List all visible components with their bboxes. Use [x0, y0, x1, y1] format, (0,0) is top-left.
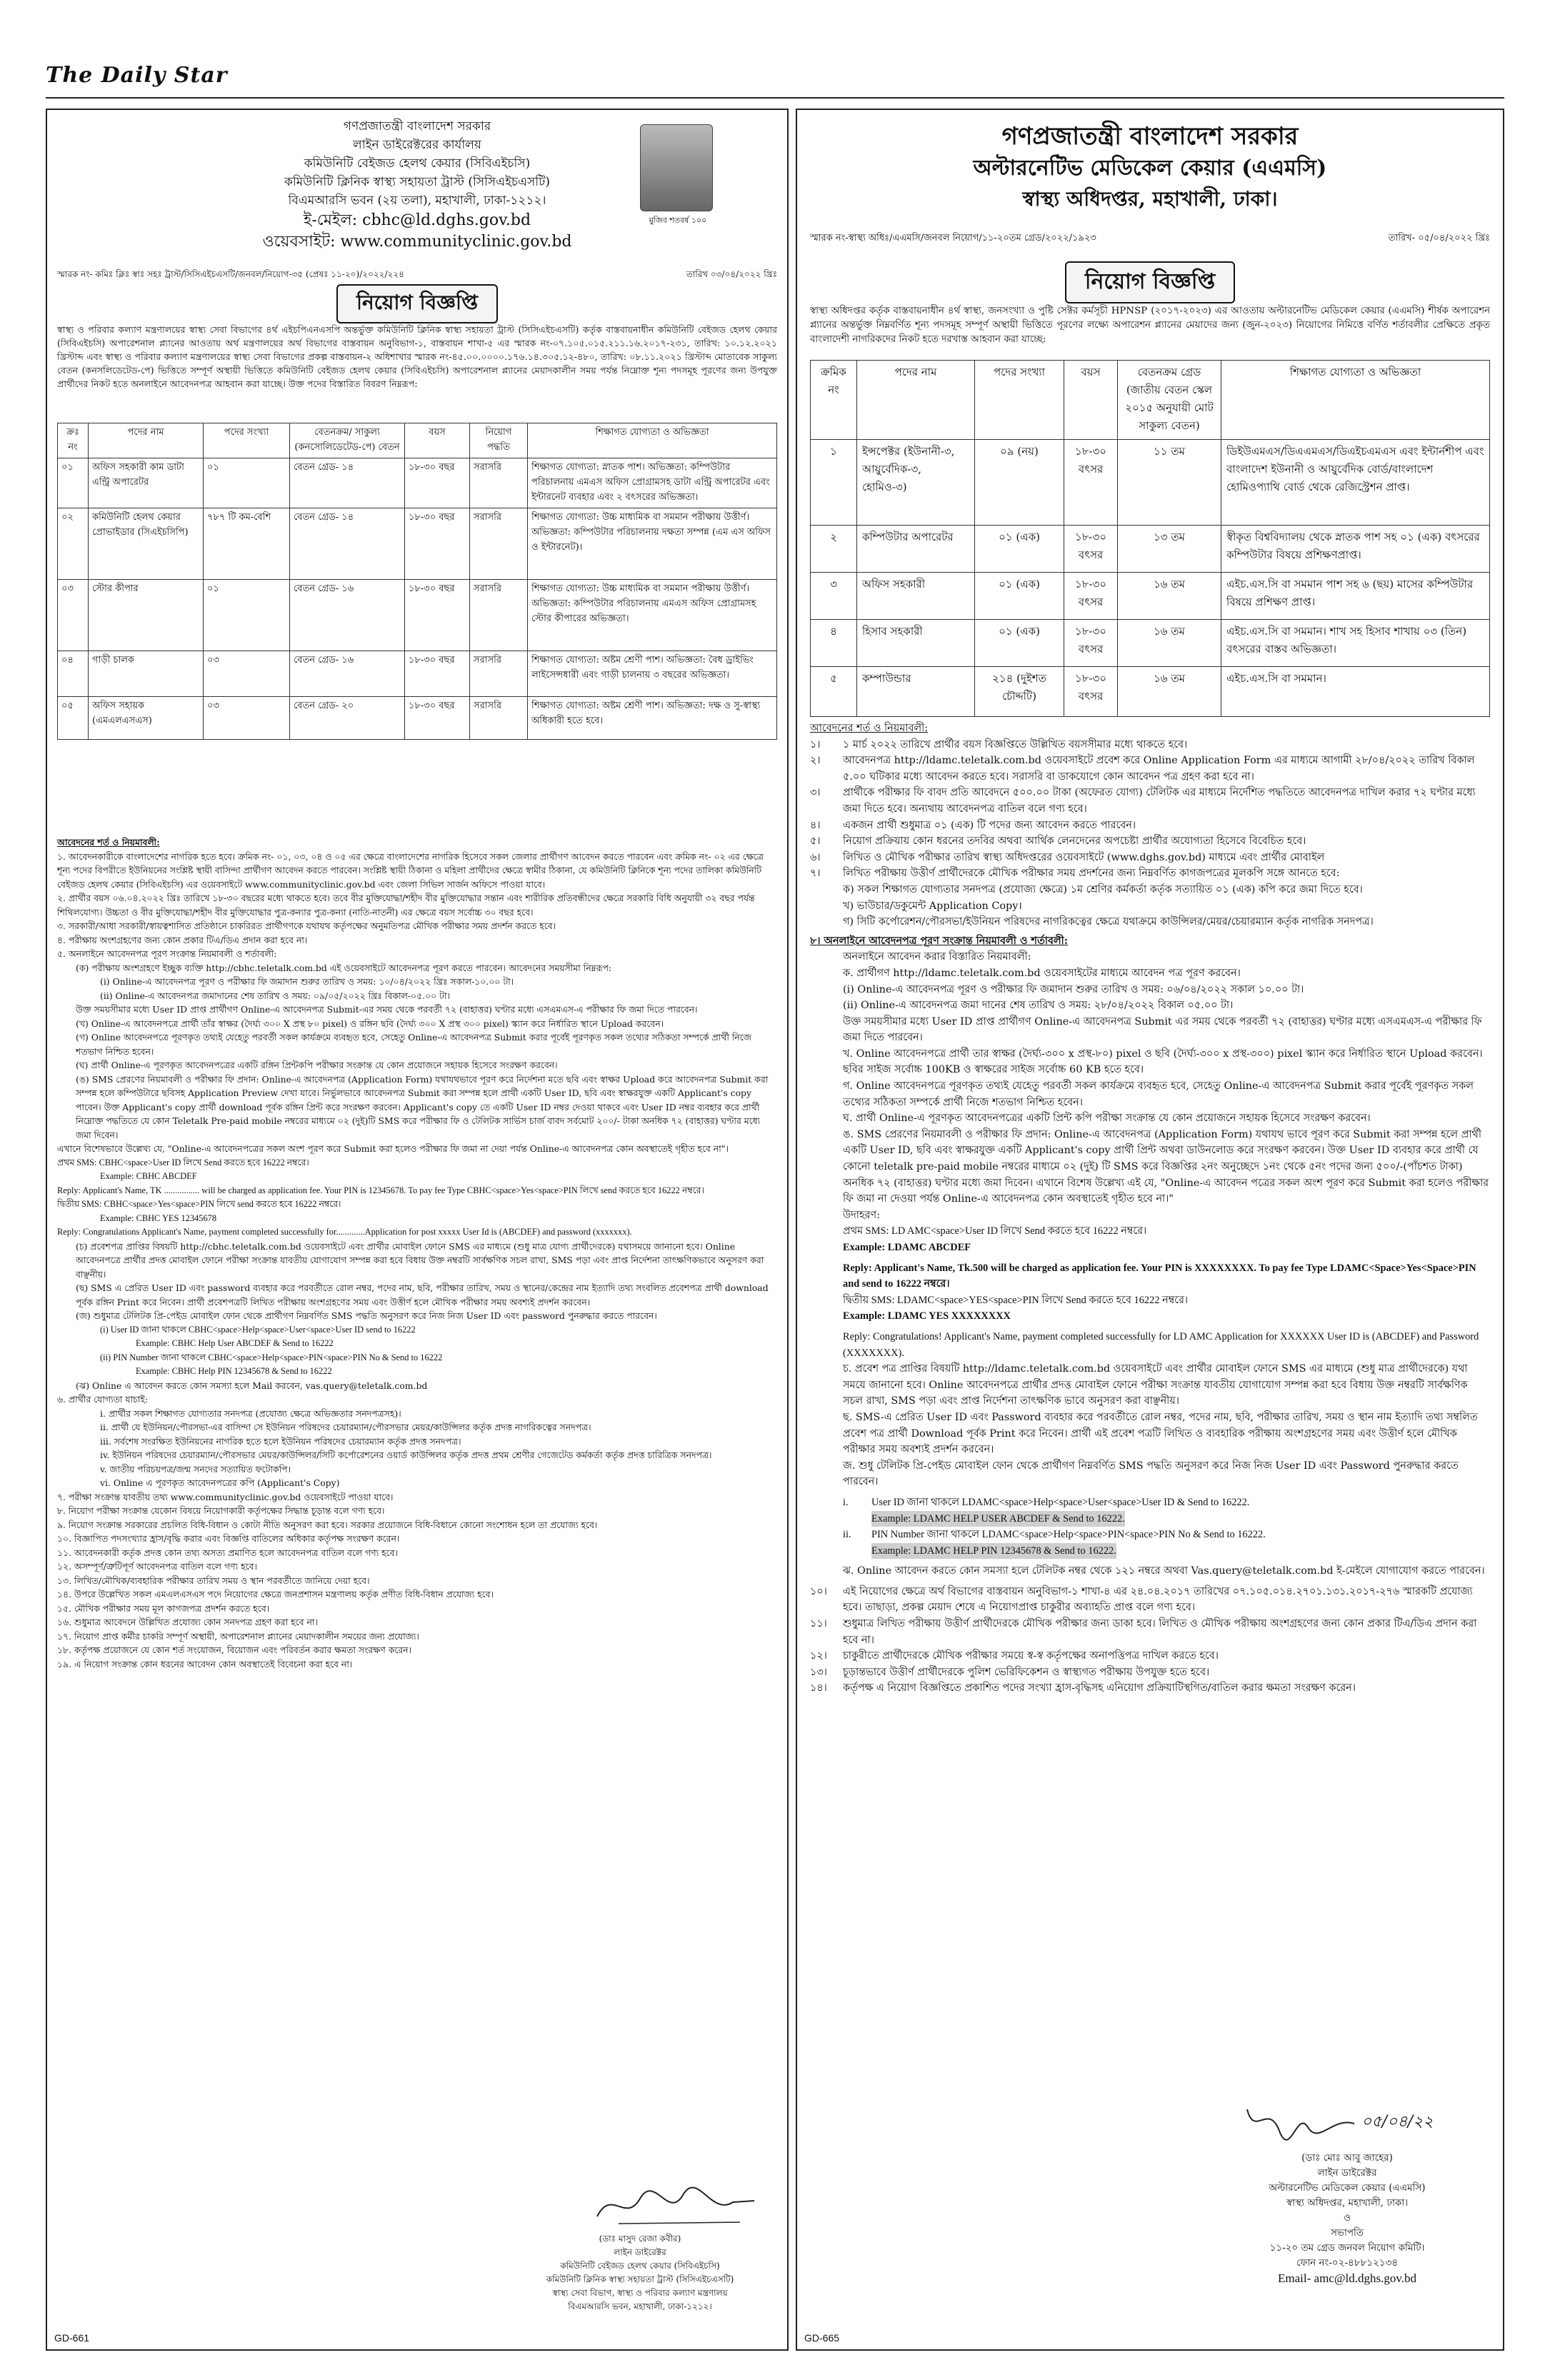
table-row — [811, 573, 1490, 620]
table-cell: বেতন গ্রেড- ১৪ — [290, 458, 405, 508]
table-cell: ০৩ — [204, 697, 290, 740]
table-cell: বেতন গ্রেড- ১৬ — [290, 580, 405, 651]
table-cell: ০৫ — [58, 697, 89, 740]
table-row — [58, 580, 777, 651]
condition-item: ৩. সরকারী/আধা সরকারী/স্বায়ত্বশাসিত প্রতিষ্ঠানে চাকরিরত প্রার্থীগণকে যথাযথ কর্তৃপক্ষের অনুমতিপত্র মৌখিক পরীক্ষার সময় প্রদর্শন করতে হবে। — [57, 920, 556, 931]
online-item: এখানে বিশেষভাবে উল্লেখ্য যে, "Online-এ আবেদনপত্রের সকল অংশ পূরণ করে Submit করা হলেও পরীক্ষার ফি জমা না দেয়া পর্যন্ত Online-এ আবেদনপত্র কোন অবস্থাতেই গৃহীত হবে না"। — [57, 1143, 729, 1154]
left-notice-title: নিয়োগ বিজ্ঞপ্তি — [336, 284, 498, 323]
recovery-example: Example: CBHC Help PIN 12345678 & Send to 16222 — [136, 1366, 332, 1376]
recovery-item: (ii) PIN Number জানা থাকলে CBHC<space>Help<space>PIN<space>PIN No & Send to 16222 — [100, 1352, 443, 1362]
table-cell: শিক্ষাগত যোগ্যতা: অষ্টম শ্রেণী পাশ। অভিজ্ঞতা: বৈধ ড্রাইভিং লাইসেন্সধারী এবং গাড়ী চালনায় ৩ বছরের অভিজ্ঞতা। — [528, 651, 777, 697]
left-gd-code: GD-661 — [54, 2332, 90, 2344]
condition-number: ৩। — [810, 787, 821, 799]
recovery-item: (i) User ID জানা থাকলে CBHC<space>Help<space>User<space>User ID send to 16222 — [100, 1324, 416, 1335]
left-header-line: কমিউনিটি ক্লিনিক স্বাস্থ্য সহায়তা ট্রাস্ট (সিসিএইচএসটি) — [284, 175, 551, 189]
left-header-website: ওয়েবসাইট: www.communityclinic.gov.bd — [262, 233, 572, 251]
condition-text: নিয়োগ প্রক্রিয়ায় কোন ধরনের তদবির অথবা আর্থিক লেনদেনের অপচেষ্টা প্রার্থীর অযোগ্যতা হিসেবে বিবেচিত হবে। — [843, 835, 1306, 848]
condition-number: ১৩। — [810, 1666, 827, 1678]
table-row — [58, 458, 777, 508]
online-item: উদাহরণ: — [843, 1209, 880, 1221]
online-heading: ৮। অনলাইনে আবেদনপত্র পূরণ সংক্রান্ত নিয়মাবলী ও শর্তাবলী: — [810, 934, 1069, 947]
table-cell: ইন্সপেক্টর (ইউনানী-৩, আয়ুর্বেদিক-৩, হোমিও-৩) — [857, 440, 975, 526]
left-header-email: ই-মেইল: cbhc@ld.dghs.gov.bd — [303, 211, 531, 229]
left-advertisement — [46, 109, 789, 2351]
table-cell: ১৩ তম — [1118, 526, 1221, 573]
sms-example: Example: LDAMC ABCDEF — [843, 1242, 971, 1253]
table-cell: কম্পিউটার অপারেটর — [857, 526, 975, 573]
table-cell: ০৪ — [58, 651, 89, 697]
condition-text: কর্তৃপক্ষ এ নিয়োগ বিজ্ঞপ্তিতে প্রকাশিত পদের সংখ্যা হ্রাস-বৃদ্ধিসহ এনিয়োগ প্রক্রিয়াটিস্থগিত/বাতিল করার ক্ষমতা সংরক্ষণ করেন। — [843, 1682, 1356, 1694]
sms-example: Example: CBHC YES 12345678 — [100, 1212, 217, 1223]
condition-row — [810, 1584, 1490, 1616]
table-cell: সরাসরি — [470, 697, 528, 740]
condition-number: ১২। — [810, 1650, 827, 1662]
table-cell: ১১ তম — [1118, 440, 1221, 526]
online-item: (ছ) SMS এ প্রেরিত User ID এবং password ব্যবহার করে পরবর্তীতে রোল নম্বর, পদের নাম, ছবি, পরীক্ষার তারিখ, সময় ও স্থানের/কেন্দ্রের নাম ইত্যাদি তথ্য সংবলিত প্রবেশপত্র প্রার্থী download পূর্বক রঙ্গিন Print করে নিবেন। প্রার্থী প্রবেশপত্রটি লিখিত পরীক্ষায় অংশগ্রহণের সময় এবং উত্তীর্ণ হলে মৌখিক পরীক্ষার সময় অবশ্যই প্রদর্শন করবেন। — [76, 1282, 769, 1307]
online-item: ক. প্রার্থীগণ http://ldamc.teletalk.com.bd ওয়েবসাইটের মাধ্যমে আবেদন পত্র পূরণ করবেন। — [843, 967, 1241, 979]
recovery-row — [810, 1511, 1490, 1527]
signature-line: স্বাস্থ্য সেবা বিভাগ, স্বাস্থ্য ও পরিবার কল্যাণ মন্ত্রণালয় — [552, 2288, 728, 2298]
table-cell: স্টোর কীপার — [89, 580, 204, 651]
recovery-row — [810, 1495, 1490, 1511]
condition-row — [810, 850, 1490, 866]
recovery-number: i. — [843, 1496, 849, 1508]
online-item: চ. প্রবেশ পত্র প্রাপ্তির বিষয়টি http://ldamc.teletalk.com.bd ওয়েবসাইটে এবং প্রার্থীর মোবাইল ফোনে SMS এর মাধ্যমে (শুধু মাত্র প্রার্থীদেরকে) যথা সময়ে জানানো হবে। Online আবেদনপত্রে প্রার্থীর প্রদত্ত মোবাইল ফোনে পরীক্ষা সংক্রান্ত যাবতীয় যোগাযোগ সম্পন্ন করা হবে বিধায় উক্ত নম্বরটি সার্বক্ষণিক সচল রাখা, SMS পড়া এবং প্রাপ্ত নির্দেশনা তাৎক্ষণিক ভাবে অনুসরণ করা বাঞ্ছনীয়। — [843, 1363, 1468, 1407]
left-header-line: লাইন ডাইরেক্টরের কার্যালয় — [353, 138, 481, 152]
online-item: (i) Online-এ আবেদনপত্র পূরণ ও পরীক্ষার ফি জমাদান শুরুর তারিখ ও সময়: ০৬/০৪/২০২২ সকাল ১০.০০ টা। — [843, 983, 1304, 995]
recovery-example: Example: CBHC Help User ABCDEF & Send to 16222 — [136, 1338, 334, 1348]
signature-line: কমিউনিটি ক্লিনিক স্বাস্থ্য সহায়তা ট্রাস্ট (সিসিএইচএসটি) — [546, 2274, 734, 2284]
table-cell: এইচ.এস.সি বা সমমান পাশ সহ ৬ (ছয়) মাসের কম্পিউটার বিষয়ে প্রশিক্ষণ প্রাপ্ত। — [1221, 573, 1490, 620]
sms-instruction: দ্বিতীয় SMS: LDAMC<space>YES<space>PIN লিখে Send করতে হবে 16222 নম্বরে। — [843, 1294, 1189, 1306]
right-intro: স্বাস্থ্য অধিদপ্তর কর্তৃক বাস্তবায়নাধীন ৪র্থ স্বাস্থ্য, জনসংখ্যা ও পুষ্টি সেক্টর কর্মসূচী HPNSP (২০১৭-২০২৩) এর আওতায় অল্টারনেটিভ মেডিকেল কেয়ার (এএমসি) শীর্ষক অপারেশন প্ল্যানের অন্তর্ভুক্ত নিম্নবর্ণিত শূন্য পদসমূহ সম্পূর্ণ অস্থায়ী ভিত্তিতে পূরণের লক্ষ্যে অপারেশন প্ল্যানের মেয়াদের জন্য (জুন-২০২৩) নিয়োগের নিমিত্তে বর্ণিত শর্তাবলীর প্রেক্ষিতে প্রকৃত বাংলাদেশী নাগরিকদের নিকট হতে দরখাস্ত আহবান করা যাচ্ছে: — [810, 306, 1490, 345]
sms-example: Example: LDAMC YES XXXXXXXX — [843, 1310, 1011, 1322]
table-row — [811, 440, 1490, 526]
signature-line: ও — [1344, 2212, 1351, 2224]
condition-item: ৪. পরীক্ষায় অংশগ্রহণের জন্য কোন প্রকার টিএ/ডিএ প্রদান করা হবে না। — [57, 934, 308, 945]
table-cell: ৩ — [811, 573, 857, 620]
table-cell: ২ — [811, 526, 857, 573]
table-cell: ১৮-৩০ বছর — [405, 458, 470, 508]
table-cell: ১ — [811, 440, 857, 526]
table-cell: ০৩ — [58, 580, 89, 651]
table-cell: ১৮-৩০ বৎসর — [1064, 620, 1118, 667]
table-header-cell: পদের সংখ্যা — [204, 423, 290, 458]
recovery-row — [810, 1543, 1490, 1560]
sms-reply: Reply: Congratulations! Applicant's Name, payment completed successfully for LD AMC Application for XXXXXX User ID is (ABCDEF) and Password (XXXXXXX). — [843, 1330, 1479, 1359]
sms-instruction: দ্বিতীয় SMS: CBHC<space>Yes<space>PIN লিখে send করতে হবে 16222 নম্বরে। — [57, 1199, 341, 1209]
table-cell: ০১ — [204, 458, 290, 508]
condition-item: ১০. বিজ্ঞাপিত পদসংখ্যার হ্রাস/বৃদ্ধি করার এবং বিজ্ঞপ্তি বাতিলের অধিকার কর্তৃপক্ষ সংরক্ষণ করেন। — [57, 1533, 400, 1544]
left-vacancy-table — [57, 423, 777, 740]
right-conditions-heading: আবেদনের শর্ত ও নিয়মাবলী: — [810, 723, 929, 734]
signature-line: লাইন ডাইরেক্টর — [1317, 2167, 1377, 2179]
condition-row — [810, 1680, 1490, 1697]
online-item: (খ) Online-এ আবেদনপত্রে প্রার্থী তাঁর স্বাক্ষর (দৈর্ঘ্য ৩০০ X প্রস্থ ৮০ pixel) ও রঙ্গিন ছবি (দৈর্ঘ্য ৩০০ X প্রস্থ ৩০০ pixel) স্ক্যান করে নির্ধারিত স্থানে Upload করবেন। — [76, 1018, 664, 1029]
condition-text: আবেদনপত্র http://ldamc.teletalk.com.bd ওয়েবসাইটে প্রবেশ করে Online Application Form এর মাধ্যমে আগামী ২৮/০৪/২০২২ তারিখ বিকাল ৫.০০ ঘটিকার মধ্যে আবেদন করতে হবে। সরাসরি বা ডাকযোগে কোন আবেদন পত্র গ্রহণ করা হবে না। — [843, 755, 1475, 783]
online-item: (ii) Online-এ আবেদনপত্র জমাদানের শেষ তারিখ ও সময়: ০৯/০৫/২০২২ খ্রিঃ বিকাল-০৫.০০ টা। — [100, 990, 450, 1001]
sms-instruction: প্রথম SMS: CBHC<space>User ID লিখে Send করতে হবে 16222 নম্বরে। — [57, 1157, 309, 1168]
condition-row — [810, 1665, 1490, 1681]
table-cell: ০১ (এক) — [975, 573, 1064, 620]
condition-text: লিখিত পরীক্ষায় উত্তীর্ণ প্রার্থীদেরকে মৌখিক পরীক্ষার সময় প্রদর্শনের জন্য নিম্নবর্ণিত কাগজপত্রের মূলকপি সঙ্গে আনতে হবে: — [843, 868, 1340, 880]
condition-number: ১০। — [810, 1585, 827, 1597]
sms-reply: Reply: Applicant's Name, Tk.500 will be charged as application fee. Your PIN is XXXXXXXX. To pay fee Type LDAMC<Space>Yes<Space>PIN and send to 16222 নম্বরে। — [843, 1262, 1476, 1290]
online-item: (ঝ) Online এ আবেদন করতে কোন সমস্যা হলে Mail করবেন, vas.query@teletalk.com.bd — [76, 1380, 428, 1391]
condition-text: চাকুরীতে প্রার্থীদেরকে মৌখিক পরীক্ষার সময়ে স্ব-স্ব কর্তৃপক্ষের অনাপত্তিপত্র দাখিল করতে হবে। — [843, 1650, 1219, 1662]
right-notice-title: নিয়োগ বিজ্ঞপ্তি — [1065, 261, 1235, 303]
recovery-example: Example: LDAMC HELP USER ABCDEF & Send to 16222. — [871, 1511, 1125, 1527]
condition-item: ৬. প্রার্থীর যোগ্যতা যাচাই: — [57, 1394, 149, 1405]
table-cell: অফিস সহকারী — [857, 573, 975, 620]
document-item: ক) সকল শিক্ষাগত যোগ্যতার সনদপত্র (প্রযোজ্য ক্ষেত্রে) ১ম শ্রেণির কর্মকর্তা কর্তৃক সত্যায়িত ০১ (এক) কপি করে জমা দিতে হবে। — [843, 883, 1363, 895]
table-cell: ১৬ তম — [1118, 620, 1221, 667]
table-cell: ৭৮৭ টি কম-বেশি — [204, 508, 290, 580]
table-header-cell: ক্রঃ নং — [58, 423, 89, 458]
condition-text: ১ মার্চ ২০২২ তারিখে প্রার্থীর বয়স বিজ্ঞপ্তিতে উল্লিখিত বয়সসীমার মধ্যে থাকতে হবে। — [843, 738, 1188, 750]
condition-item: ২. প্রার্থীর বয়স ০৬.০৪.২০২২ খ্রিঃ তারিখে ১৮-৩০ বছরের মধ্যে থাকতে হবে। তবে বীর মুক্তিযোদ্ধা/শহীদ বীর মুক্তিযোদ্ধার সন্তান এবং শারীরিক প্রতিবন্ধীদের ক্ষেত্রে সরকারি বিধি অনুযায়ী ৩২ বছর পর্যন্ত শিথিলযোগ্য। উচ্চতা ও বীর মুক্তিযোদ্ধা/শহীদ বীর মুক্তিযোদ্ধার পুত্র-কন্যার পুত্র-কন্যা (নাতি-নাতনী) এর ক্ষেত্রে বয়স সর্বোচ্চ ৩০ বছর হবে। — [57, 893, 755, 918]
table-row — [58, 697, 777, 740]
sms-reply: Reply: Congratulations Applicant's Name, payment completed successfully for.............Application for post xxxxx User Id is (ABCDEF) and password (xxxxxxx). — [57, 1227, 632, 1237]
signature-line: স্বাস্থ্য অধিদপ্তর, মহাখালী, ঢাকা। — [1286, 2197, 1409, 2209]
table-cell: গাড়ী চালক — [89, 651, 204, 697]
table-cell: অফিস সহায়ক (এমএলএসএস) — [89, 697, 204, 740]
condition-number: ৪। — [810, 819, 821, 831]
table-header-cell: বেতনক্রম/ সাকুল্য (কনসোলিডেটেড-পে) বেতন — [290, 423, 405, 458]
table-cell: সরাসরি — [470, 580, 528, 651]
right-title-wrap — [797, 261, 1503, 303]
signature-line: (ডাঃ মোঃ আবু জাহের) — [1301, 2152, 1393, 2164]
left-intro: স্বাস্থ্য ও পরিবার কল্যাণ মন্ত্রণালয়ের স্বাস্থ্য সেবা বিভাগের ৪র্থ এইচপিএনএসপি অন্তর্ভুক্ত কমিউনিটি ক্লিনিক স্বাস্থ্য সহায়তা ট্রাস্ট (সিসিএইচএসটি) কর্তৃক বাস্তবায়নাধীন কমিউনিটি বেইজড হেলথ কেয়ার (সিবিএইচসি) অপারেশনাল প্ল্যানের আওতায় অর্থ মন্ত্রণালয়ের অর্থ বিভাগের বাস্তবায়ন অনুবিভাগ-১, বাস্তবায়ন শাখা-৫ এর স্মারক নং-০৭.১০৫.০১৫.২১১.১৬.২০১৭-২৩১, তারিখ: ১০.১২.২০২১ খ্রিস্টাব্দ এবং স্বাস্থ্য ও পরিবার কল্যাণ মন্ত্রণালয়ের স্বাস্থ্য সেবা বিভাগের প্রকল্প বাস্তবায়ন-২ অধিশাখার স্মারক নং-৪৫.০০.০০০০.১৭৬.১৪.৩০৫.১২-৪৮০, তারিখ: ০৮.১১.২০২১ খ্রিস্টাব্দ মোতাবেক সাকুল্য বেতন (কনসলিডেটেড-পে) ভিত্তিতে সম্পূর্ণ অস্থায়ী ভিত্তিতে কমিউনিটি বেইজড হেলথ কেয়ার (সিবিএইচসি) অপারেশনাল প্ল্যানের মেয়াদকালীন সময় পর্যন্ত নিম্নোক্ত শূন্য পদসমূহ পূরণের জন্য উপযুক্ত প্রার্থীদের নিকট হতে অনলাইনে আবেদনপত্র আহবান করা যাচ্ছে। উক্ত পদের বিস্তারিত বিবরণ নিম্নরূপ: — [57, 324, 777, 389]
left-ref-date: তারিখ ০৩/০৪/২০২২ খ্রিঃ — [686, 269, 777, 279]
table-header-cell: ক্রমিক নং — [811, 361, 857, 440]
condition-item: ১১. আবেদনকারী কর্তৃক প্রদত্ত কোন তথ্য অসত্য প্রমাণিত হলে আবেদনপত্র বাতিল বলে গণ্য হবে। — [57, 1547, 398, 1558]
online-item: (জ) শুধুমাত্র টেলিটক প্রি-পেইড মোবাইল ফোন থেকে প্রার্থীগণ নিম্নবর্ণিত SMS পদ্ধতি অনুসরণ করে নিজ নিজ User ID এবং password পুনরুদ্ধার করতে পারবেন। — [76, 1310, 657, 1321]
online-item: ঘ. প্রার্থী Online-এ পূরণকৃত আবেদনপত্রের একটি প্রিন্ট কপি পরীক্ষা সংক্রান্ত যে কোন প্রয়োজনে সহায়ক হিসেবে সংরক্ষণ করবেন। — [843, 1113, 1371, 1125]
table-header-cell: শিক্ষাগত যোগ্যতা ও অভিজ্ঞতা — [1221, 361, 1490, 440]
table-cell: কম্পাউন্ডার — [857, 667, 975, 717]
condition-item: ১৪. উপরে উল্লেখিত সকল এমএলএসএস পদে নিয়োগের ক্ষেত্রে জনপ্রশাসন মন্ত্রণালয় কর্তৃক প্রণীত বিধি-বিধান প্রযোজ্য হবে। — [57, 1589, 494, 1600]
table-cell: ৫ — [811, 667, 857, 717]
table-cell: সরাসরি — [470, 651, 528, 697]
condition-row — [810, 1616, 1490, 1648]
signature-line: (ডাঃ মাসুদ রেজা কবীর) — [599, 2234, 681, 2244]
right-advertisement — [796, 109, 1504, 2351]
right-conditions — [810, 720, 1490, 1697]
left-signature-block — [504, 2232, 776, 2314]
online-item: ঝ. Online আবেদন করতে কোন সমস্যা হলে টেলিটক নম্বর থেকে ১২১ নম্বরে অথবা Vas.query@teletalk.com.bd ই-মেইলে যোগাযোগ করতে পারবেন। — [843, 1565, 1485, 1577]
condition-row — [810, 833, 1490, 850]
table-cell: ১৮-৩০ বছর — [405, 580, 470, 651]
condition-row — [810, 753, 1490, 785]
table-header-cell: পদের সংখ্যা — [975, 361, 1064, 440]
online-item: ঙ. SMS প্রেরণের নিয়মাবলী ও পরীক্ষার ফি প্রদান: Online-এ আবেদনপত্র (Application Form) যথাযথ ভাবে পূরণ করে Submit করা সম্পন্ন হলে প্রার্থী একটি User ID, ছবি এবং স্বাক্ষরযুক্ত একটি Applicant's copy প্রার্থী প্রিন্ট অথবা ডাউনলোড করে সংরক্ষণ করবেন। উক্ত User ID ব্যবহার করে প্রার্থী যে কোনো teletalk pre-paid mobile নম্বরের মাধ্যমে ০২ (দুই) টি SMS করে বিজ্ঞপ্তির ২নং অনুচ্ছেদে ১নং থেকে ৫নং পদের জন্য ৫০০/-(পাঁচশত টাকা) অনধিক ৭২ (বাহাত্তর) ঘণ্টার মধ্যে জমা দিবেন। এখানে বিশেষ উল্লেখ্য এই যে, "Online-এ আবেদন পত্রের সকল অংশ পূরণ করে Submit করা হলেও পরীক্ষার ফি জমা না দেওয়া পর্যন্ত Online-এ আবেদনপত্র কোন অবস্থাতেই গৃহীত হবে না।" — [843, 1128, 1489, 1205]
left-ref-row — [57, 268, 777, 283]
logo-caption: মুজিব শতবর্ষ ১০০ — [649, 216, 707, 225]
online-item: (i) Online-এ আবেদনপত্র পূরণ ও পরীক্ষার ফি জমাদান শুরুর তারিখ ও সময়: ১০/০৪/২০২২ খ্রিঃ সকাল-১০.০০ টা। — [100, 976, 514, 987]
online-item: খ. Online আবেদনপত্রে প্রার্থী তার স্বাক্ষর (দৈর্ঘ্য-৩০০ x প্রস্থ-৮০) pixel ও ছবি (দৈর্ঘ্য-৩০০ x প্রস্থ-৩০০) pixel স্ক্যান করে নির্ধারিত স্থানে Upload করবেন। ছবির সাইজ সর্বোচ্চ 100KB ও স্বাক্ষরের সাইজ সর্বোচ্চ 60 KB হতে হবে। — [843, 1048, 1483, 1076]
condition-text: লিখিত ও মৌখিক পরীক্ষার তারিখ স্বাস্থ্য অধিদপ্তরের ওয়েবসাইটে (www.dghs.gov.bd) মাধ্যমে এবং প্রার্থীর মোবাইল — [843, 851, 1325, 863]
recovery-row — [810, 1527, 1490, 1543]
condition-row — [810, 818, 1490, 834]
left-title-wrap — [47, 284, 787, 323]
online-item: উক্ত সময়সীমার মধ্যে User ID প্রাপ্ত প্রার্থীগণ Online-এ আবেদনপত্র Submit-এর সময় থেকে পরবর্তী ৭২ (বাহাত্তর) ঘণ্টার মধ্যে এসএমএস-এ পরীক্ষার ফি জমা দিতে পারবেন। — [76, 1004, 698, 1015]
table-cell: অফিস সহকারী কাম ডাটা এন্ট্রি অপারেটর — [89, 458, 204, 508]
table-cell: ০১ (এক) — [975, 526, 1064, 573]
condition-item: ১৫. মৌখিক পরীক্ষার সময় মূল কাগজপত্র প্রদর্শন করতে হবে। — [57, 1602, 270, 1614]
right-vacancy-table-wrap — [810, 360, 1490, 717]
condition-number: ৭। — [810, 868, 821, 880]
left-header-line: বিএমআরসি ভবন (২য় তলা), মহাখালী, ঢাকা-১২১২। — [288, 194, 546, 208]
right-signature-image — [1240, 2095, 1361, 2145]
table-cell: বেতন গ্রেড- ১৪ — [290, 508, 405, 580]
right-signature-block — [1197, 2151, 1497, 2286]
online-item: (চ) প্রবেশপত্র প্রাপ্তির বিষয়টি http://cbhc.teletalk.com.bd ওয়েবসাইটে এবং প্রার্থীর মোবাইল ফোনে SMS এর মাধ্যমে (শুধু মাত্র যোগ্য প্রার্থীদেরকে) যথাসময়ে জানানো হবে। Online আবেদনপত্রে প্রার্থীর প্রদত্ত মোবাইল ফোনে পরীক্ষা সংক্রান্ত যাবতীয় যোগাযোগ সম্পন্ন করা হবে বিধায় উক্ত নম্বরটি সার্বক্ষণিক সচল রাখা, SMS পড়া এবং প্রাপ্ত নির্দেশনা তাৎক্ষণিকভাবে অনুসরণ করা বাঞ্ছনীয়। — [76, 1240, 764, 1280]
table-cell: ১৮-৩০ বৎসর — [1064, 440, 1118, 526]
table-cell: শিক্ষাগত যোগ্যতা: স্নাতক পাশ। অভিজ্ঞতা: কম্পিউটার পরিচালনায় এমএস অফিস প্রোগ্রামসহ ডাটা এন্ট্রি অপারেটর এবং ইন্টারনেট ব্যবহার এবং ২ বৎসরের অভিজ্ঞতা। — [528, 458, 777, 508]
online-item: ছ. SMS-এ প্রেরিত User ID এবং Password ব্যবহার করে পরবর্তীতে রোল নম্বর, পদের নাম, ছবি, পরীক্ষার তারিখ, সময় ও স্থান নাম ইত্যাদি তথ্য সম্বলিত প্রবেশ পত্র প্রার্থী Download পূর্বক Print করে নিবেন। প্রার্থী এই প্রবেশ পত্রটি লিখিত ও ব্যবহারিক পরীক্ষায় অংশগ্রহণের সময় এবং উত্তীর্ণ হলে মৌখিক পরীক্ষার সময় অবশ্যই প্রদর্শন করবেন। — [843, 1411, 1478, 1456]
right-ref-number: স্মারক নং-স্বাস্থ্য অধিঃ/এএমসি/জনবল নিয়োগ/১১-২০তম গ্রেড/২০২২/১৯২৩ — [810, 233, 1096, 243]
condition-row — [810, 737, 1490, 753]
condition-item: ১৮. কর্তৃপক্ষ প্রয়োজনে যে কোন শর্ত সংযোজন, বিয়োজন এবং পরিবর্তন করার ক্ষমতা সংরক্ষণ করেন। — [57, 1645, 412, 1655]
table-header-cell: পদের নাম — [857, 361, 975, 440]
document-item: খ) ভাউচার/ডকুমেন্ট Application Copy। — [843, 900, 1022, 912]
right-ref-date: তারিখ- ০৫/০৪/২০২২ খ্রিঃ — [1388, 233, 1490, 243]
table-row — [811, 667, 1490, 717]
table-cell: বেতন গ্রেড- ২০ — [290, 697, 405, 740]
condition-text: চূড়ান্তভাবে উত্তীর্ণ প্রার্থীদেরকে পুলিশ ভেরিফিকেশন ও স্বাস্থ্যগত পরীক্ষায় উপযুক্ত হতে হবে। — [843, 1666, 1210, 1678]
document-item: i. প্রার্থীর সকল শিক্ষাগত যোগ্যতার সনদপত্র (প্রযোজ্য ক্ষেত্রে অভিজ্ঞতার সনদপত্রসহ)। — [100, 1407, 401, 1419]
table-cell: ১৬ তম — [1118, 667, 1221, 717]
right-vacancy-table — [810, 360, 1490, 717]
recovery-example: Example: LDAMC HELP PIN 12345678 & Send to 16222. — [871, 1543, 1116, 1560]
right-header-line: গণপ্রজাতন্ত্রী বাংলাদেশ সরকার — [1001, 122, 1299, 151]
document-item: iii. সর্বশেষ সংরক্ষিত ইউনিয়নের নাগরিক হতে হলে ইউনিয়ন পরিষদের চেয়ারম্যান কর্তৃক প্রদত্ত সনদপত্র। — [100, 1435, 461, 1447]
right-header-line: অল্টারনেটিভ মেডিকেল কেয়ার (এএমসি) — [973, 156, 1327, 181]
condition-item: ১৬. শুধুমাত্র আবেদনে উল্লিখিত প্রযোজ্য কোন সনদপত্র গ্রহণ করা হবে না। — [57, 1617, 318, 1627]
condition-item: ৮. নিয়োগ পরীক্ষা সংক্রান্ত যেকোন বিষয়ে নিয়োগকারী কর্তৃপক্ষের সিদ্ধান্ত চূড়ান্ত বলে গণ্য হবে। — [57, 1505, 385, 1516]
online-item: গ. Online আবেদনপত্রে পূরণকৃত তথ্যই যেহেতু পরবর্তী সকল কার্যক্রমে ব্যবহৃত হবে, সেহেতু Online-এ আবেদনপত্র Submit করার পূর্বেই পূরণকৃত সকল তথ্যের সঠিকতা সম্পর্কে প্রার্থী নিজে শতভাগ নিশ্চিত হবেন। — [843, 1080, 1474, 1108]
table-cell: ২১৪ (দুইশত চৌদ্দটি) — [975, 667, 1064, 717]
condition-item: ১৭. নিয়োগ প্রাপ্ত কর্মীর চাকরি সম্পূর্ণ অস্থায়ী, অপারেশনাল প্ল্যানের মেয়াদকালীন সময়ের জন্য প্রযোজ্য। — [57, 1630, 419, 1642]
mujib-portrait-logo — [640, 124, 713, 211]
condition-text: একজন প্রার্থী শুধুমাত্র ০১ (এক) টি পদের জন্য আবেদন করতে পারবেন। — [843, 819, 1136, 831]
recovery-text: PIN Number জানা থাকলে LDAMC<space>Help<space>PIN<space>PIN No & Send to 16222. — [871, 1529, 1266, 1541]
left-ref-number: স্মারক নং- কমিঃ ক্লিঃ স্বাঃ সহঃ ট্রাস্ট/সিসিএইচএসটি/জনবল/নিয়োগ-৩৫ (প্রেষঃ ১১-২০)/২০২২/২২৪ — [57, 269, 404, 279]
table-cell: সরাসরি — [470, 508, 528, 580]
table-header-row — [58, 423, 777, 458]
sms-reply: Reply: Applicant's Name, TK ................ will be charged as application fee. Your PIN is 12345678. To pay fee Type CBHC<space>Yes<space>PIN লিখে send করতে হবে 16222 নম্বরে। — [57, 1185, 704, 1195]
table-cell: ০৯ (নয়) — [975, 440, 1064, 526]
condition-number: ৫। — [810, 835, 821, 848]
right-ref-row — [810, 231, 1490, 246]
online-item: (গ) Online আবেদনপত্রে পূরণকৃত তথ্যই যেহেতু পরবর্তী সকল কার্যক্রমে ব্যবহৃত হবে, সেহেতু Online-এ আবেদনপত্র Submit করার পূর্বেই পূরণকৃত সকল তথ্যের সঠিকতা সম্পর্কে প্রার্থী নিজে শতভাগ নিশ্চিত হবেন। — [76, 1032, 751, 1057]
table-cell: ১৮-৩০ বৎসর — [1064, 526, 1118, 573]
condition-row — [810, 865, 1490, 882]
condition-number: ১। — [810, 738, 821, 750]
online-item: উক্ত সময়সীমার মধ্যে User ID প্রাপ্ত প্রার্থীগণ Online-এ আবেদনপত্র Submit এর সময় থেকে পরবর্তী ৭২ (বাহাত্তর) ঘণ্টার মধ্যে এসএমএস-এ পরীক্ষার ফি জমা দিতে পারবেন। — [843, 1015, 1482, 1044]
table-cell: ০৩ — [204, 651, 290, 697]
online-item: জ. শুধু টেলিটক প্রি-পেইড মোবাইল ফোন থেকে প্রার্থীগণ নিম্নবর্ণিত SMS পদ্ধতি অনুসরণ করে নিজ নিজ User ID এবং Password পুনরুদ্ধার করতে পারবেন। — [843, 1460, 1459, 1488]
right-header — [797, 120, 1503, 214]
document-item: v. জাতীয় পরিচয়পত্র/জন্ম সনদের সত্যায়িত ফটোকপি। — [100, 1463, 291, 1475]
document-item: ii. প্রার্থী যে ইউনিয়ন/পৌরসভা-এর বাসিন্দা সে ইউনিয়ন পরিষদের চেয়ারম্যান/পৌরসভার মেয়র/কাউন্সিলর কর্তৃক প্রদত্ত নাগরিকত্বের সনদপত্র। — [100, 1422, 591, 1432]
table-cell: ১৬ তম — [1118, 573, 1221, 620]
table-cell: স্বীকৃত বিশ্ববিদ্যালয় থেকে স্নাতক পাশ সহ ০১ (এক) বৎসরের কম্পিউটার বিষয়ে প্রশিক্ষণপ্রাপ্ত। — [1221, 526, 1490, 573]
condition-number: ১১। — [810, 1618, 827, 1630]
table-cell: ১৮-৩০ বৎসর — [1064, 667, 1118, 717]
condition-number: ২। — [810, 755, 821, 767]
signature-line: ফোন নং-০২-৪৮৮১২১৩৪ — [1296, 2257, 1399, 2269]
condition-item: ১২. অসম্পূর্ণ/ত্রুটিপূর্ণ আবেদনপত্র বাতিল বলে গণ্য হবে। — [57, 1561, 257, 1572]
table-cell: ডিইউএমএস/ডিএএমএস/ডিএইচএমএস এবং ইন্টার্নশীপ এবং বাংলাদেশ ইউনানী ও আয়ুর্বেদিক বোর্ড/বাংলাদেশ হোমিওপ্যাথি বোর্ড থেকে রেজিস্ট্রেশন প্রাপ্ত। — [1221, 440, 1490, 526]
contact-email: Email- amc@ld.dghs.gov.bd — [1278, 2271, 1416, 2285]
condition-row — [810, 1648, 1490, 1665]
table-cell: ১৮-৩০ বৎসর — [1064, 573, 1118, 620]
table-header-row — [811, 361, 1490, 440]
left-signature-image — [590, 2181, 761, 2231]
condition-item: ৯. নিয়োগ সংক্রান্ত সরকারের প্রচলিত বিধি-বিধান ও কোটা নীতি অনুসরণ করা হবে। সরকার প্রয়োজনে বিধি-বিধানে কোনো সংশোধন হলে তা প্রযোজ্য হবে। — [57, 1519, 598, 1530]
document-item: গ) সিটি কর্পোরেশন/পৌরসভা/ইউনিয়ন পরিষদের নাগরিকত্বের ক্ষেত্রে যথাক্রমে কাউন্সিলর/মেয়র/চেয়ারম্যান কর্তৃক নাগরিক সনদপত্র। — [843, 916, 1374, 928]
left-vacancy-table-wrap — [57, 423, 777, 740]
right-signature-date: ০৫/০৪/২২ — [1361, 2113, 1434, 2131]
left-header-line: কমিউনিটি বেইজড হেলথ কেয়ার (সিবিএইচসি) — [304, 156, 531, 171]
online-item: (ঘ) প্রার্থী Online-এ পূরণকৃত আবেদনপত্রের একটি রঙ্গিন প্রিন্টকপি পরীক্ষার সংক্রান্ত যে কোন প্রয়োজনে সহায়ক হিসেবে সংরক্ষণ করবেন। — [76, 1060, 558, 1070]
table-cell: ১৮-৩০ বছর — [405, 697, 470, 740]
table-cell: বেতন গ্রেড- ১৬ — [290, 651, 405, 697]
table-cell: শিক্ষাগত যোগ্যতা: উচ্চ মাধ্যমিক বা সমমান পরীক্ষায় উত্তীর্ণ। অভিজ্ঞতা: কম্পিউটার পরিচালনায় এমএস অফিস প্রোগ্রামসহ স্টোর কীপারের অভিজ্ঞতা। — [528, 580, 777, 651]
condition-text: শুধুমাত্র লিখিত পরীক্ষায় উত্তীর্ণ প্রার্থীদেরকে মৌখিক পরীক্ষার জন্য ডাকা হবে। লিখিত ও মৌখিক পরীক্ষায় অংশগ্রহণের জন্য কোন প্রকার টিএ/ডিএ প্রদান করা হবে না। — [843, 1618, 1477, 1646]
condition-item: ১৯. এ নিয়োগ সংক্রান্ত কোন ধরনের আবেদন কোন অবস্থাতেই বিবেচনা করা হবে না। — [57, 1658, 353, 1669]
signature-line: বিএমআরসি ভবন, মহাখালী, ঢাকা-১২১২। — [568, 2301, 712, 2311]
table-cell: শিক্ষাগত যোগ্যতা: উচ্চ মাধ্যমিক বা সমমান পরীক্ষায় উত্তীর্ণ। অভিজ্ঞতা: কম্পিউটার পরিচালনায় দক্ষতা সম্পন্ন (এম এস অফিস ও ইন্টারনেট)। — [528, 508, 777, 580]
table-cell: হিসাব সহকারী — [857, 620, 975, 667]
table-header-cell: নিয়োগ পদ্ধতি — [470, 423, 528, 458]
masthead-rule — [46, 97, 1504, 99]
table-row — [811, 620, 1490, 667]
signature-line: কমিউনিটি বেইজড হেলথ কেয়ার (সিবিএইচসি) — [560, 2261, 720, 2271]
condition-number: ৬। — [810, 851, 821, 863]
left-conditions — [57, 835, 777, 1671]
condition-number: ১৪। — [810, 1682, 827, 1694]
table-row — [58, 508, 777, 580]
table-row — [58, 651, 777, 697]
table-cell: ৪ — [811, 620, 857, 667]
table-header-cell: বেতনক্রম গ্রেড (জাতীয় বেতন স্কেল ২০১৫ অনুযায়ী মোট সাকুল্য বেতন) — [1118, 361, 1221, 440]
table-cell: ১৮-৩০ বছর — [405, 651, 470, 697]
sms-example: Example: CBHC ABCDEF — [100, 1171, 197, 1181]
right-header-line: স্বাস্থ্য অধিদপ্তর, মহাখালী, ঢাকা। — [1022, 187, 1278, 211]
left-header-line: গণপ্রজাতন্ত্রী বাংলাদেশ সরকার — [343, 119, 491, 134]
signature-line: ১১-২০ তম গ্রেড জনবল নিয়োগ কমিটি। — [1269, 2242, 1425, 2254]
table-cell: ১৮-৩০ বছর — [405, 508, 470, 580]
recovery-text: User ID জানা থাকলে LDAMC<space>Help<space>User<space>User ID & Send to 16222. — [871, 1496, 1250, 1508]
signature-line: অল্টারনেটিভ মেডিকেল কেয়ার (এএমসি) — [1269, 2182, 1426, 2194]
document-item: vi. Online এ পূরণকৃত আবেদনপত্রের কপি (Applicant's Copy) — [100, 1477, 340, 1488]
newspaper-masthead: The Daily Star — [46, 63, 228, 88]
table-header-cell: শিক্ষাগত যোগ্যতা ও অভিজ্ঞতা — [528, 423, 777, 458]
right-gd-code: GD-665 — [804, 2332, 840, 2344]
table-cell: সরাসরি — [470, 458, 528, 508]
online-item: অনলাইনে আবেদন করার বিস্তারিত নিয়মাবলী: — [843, 951, 1031, 963]
online-item: (ii) Online-এ আবেদনপত্র জমা দানের শেষ তারিখ ও সময়: ২৮/০৪/২০২২ বিকাল ০৫.০০ টা। — [843, 1000, 1234, 1012]
table-cell: এইচ.এস.সি বা সমমান। — [1221, 667, 1490, 717]
recovery-number: ii. — [843, 1529, 851, 1541]
condition-text: এই নিয়োগের ক্ষেত্রে অর্থ বিভাগের বাস্তবায়ন অনুবিভাগ-১ শাখা-৪ এর ২৪.০৪.২০১৭ তারিখের ০৭.১০৫.০১৪.২৭০১.১৩১.২০১৭-২৭৬ স্মারকটি প্রযোজ্য হবে। তাছাড়া, প্রকল্প মেয়াদ শেষে এ নিয়োগপ্রাপ্ত চাকুরীর অব্যাহতি প্রাপ্ত বলে গণ্য হবে। — [843, 1585, 1473, 1614]
online-item: (ক) পরীক্ষায় অংশগ্রহণে ইচ্ছুক ব্যক্তি http://cbhc.teletalk.com.bd এই ওয়েবসাইটে আবেদনপত্র পূরণ করতে পারবেন। আবেদনের সময়সীমা নিম্নরূপ: — [76, 962, 612, 973]
table-cell: ০১ (এক) — [975, 620, 1064, 667]
signature-line: লাইন ডাইরেক্টর — [614, 2247, 666, 2257]
condition-row — [810, 785, 1490, 817]
table-row — [811, 526, 1490, 573]
table-cell: ০১ — [58, 458, 89, 508]
condition-item: ৭. পরীক্ষা সংক্রান্ত যাবতীয় তথ্য www.communityclinic.gov.bd ওয়েবসাইটে পাওয়া যাবে। — [57, 1491, 394, 1502]
table-cell: ০১ — [204, 580, 290, 651]
condition-text: প্রার্থীকে পরীক্ষার ফি বাবদ প্রতি আবেদনে ৫০০.০০ টাকা (অফেরত যোগ্য) টেলিটক এর মাধ্যমে নির্দেশিত পদ্ধতিতে আবেদনপত্র দাখিল করার ৭২ ঘণ্টার মধ্যে জমা দিতে হবে। অন্যথায় আবেদনপত্র বাতিল বলে গণ্য হবে। — [843, 787, 1476, 815]
table-header-cell: পদের নাম — [89, 423, 204, 458]
online-item: (ঙ) SMS প্রেরণের নিয়মাবলী ও পরীক্ষার ফি প্রদান: Online-এ আবেদনপত্র (Application Form) যথাযথভাবে পূরণ করে নির্দেশনা মতে ছবি এবং স্বাক্ষর Upload করে আবেদনপত্র Submit করা সম্পন্ন হলে কম্পিউটারে ছবিসহ Application Preview দেখা যাবে। নির্ভুলভাবে আবেদনপত্র Submit করা সম্পন্ন হলে প্রার্থী একটি User ID, ছবি এবং স্বাক্ষরযুক্ত একটি Applicant's copy পাবেন। উক্ত Applicant's copy প্রার্থী download পূর্বক রঙ্গিন প্রিন্ট করে সংরক্ষণ করবেন। Applicant's copy তে একটি User ID নম্বর দেওয়া থাকবে এবং User ID নম্বর ব্যবহার করে প্রার্থী নিম্নোক্ত পদ্ধতিতে যে কোন Teletalk Pre-paid mobile নম্বরের মাধ্যমে ০২ (দুই)টি SMS করে পরীক্ষার ফি ও টেলিটক সার্ভিস চার্জ বাবদ সর্বমোট ২০০/- টাকা অনধিক ৭২ (বাহাত্তর) ঘণ্টার মধ্যে জমা দিবেন। — [76, 1073, 769, 1140]
signature-line: সভাপতি — [1330, 2227, 1364, 2239]
condition-item: ১. আবেদনকারীকে বাংলাদেশের নাগরিক হতে হবে। ক্রমিক নং- ০১, ০৩, ০৪ ও ০৫ এর ক্ষেত্রে বাংলাদেশের নাগরিক হিসেবে সকল জেলার প্রার্থীগণ আবেদন করতে পারবেন এবং ক্রমিক নং- ০২ এর ক্ষেত্রে শূন্য পদের বিপরীতে ইউনিয়নের সংশ্লিষ্ট স্থায়ী বাসিন্দা প্রার্থীগণ আবেদন করতে পারবেন। সংশ্লিষ্ট স্থায়ী ঠিকানা ও মহিলা প্রার্থীদের ক্ষেত্রে স্বামীর ঠিকানা, যে কমিউনিটি ক্লিনিকে শূন্য পদের তালিকা কমিউনিটি বেইজড হেলথ কেয়ার (সিবিএইচসি) এর ওয়েবসাইটে www.communityclinic.gov.bd এবং জেলা সিভিল সার্জন অফিসে পাওয়া যাবে। — [57, 850, 764, 890]
condition-item: ১৩. লিখিত/মৌখিক/ব্যবহারিক পরীক্ষার তারিখ সময় ও স্থান পরবর্তীতে জানিয়ে দেয়া হবে। — [57, 1575, 370, 1586]
table-cell: ০২ — [58, 508, 89, 580]
left-conditions-heading: আবেদনের শর্ত ও নিয়মাবলী: — [57, 837, 160, 848]
document-item: iv. ইউনিয়ন পরিষদের চেয়ারম্যান/পৌরসভার মেয়র/কাউন্সিলর/সিটি কর্পোরেশনের ওয়ার্ড কাউন্সিলর কর্তৃক প্রদত্ত প্রথম শ্রেণীর গেজেটেড কর্মকর্তা কর্তৃক প্রদত্ত চারিত্রিক সনদপত্র। — [100, 1450, 712, 1460]
table-cell: এইচ.এস.সি বা সমমান। শাখ সহ হিসাব শাখায় ০৩ (তিন) বৎসরের বাস্তব অভিজ্ঞতা। — [1221, 620, 1490, 667]
sms-instruction: প্রথম SMS: LD AMC<space>User ID লিখে Send করতে হবে 16222 নম্বরে। — [843, 1225, 1147, 1237]
table-cell: শিক্ষাগত যোগ্যতা: অষ্টম শ্রেণী পাশ। অভিজ্ঞতা: দক্ষ ও সু-স্বাস্থ্য অধিকারী হতে হবে। — [528, 697, 777, 740]
table-header-cell: বয়স — [405, 423, 470, 458]
table-header-cell: বয়স — [1064, 361, 1118, 440]
condition-item: ৫. অনলাইনে আবেদনপত্র পূরণ সংক্রান্ত নিয়মাবলী ও শর্তাবলী: — [57, 948, 277, 959]
table-cell: কমিউনিটি হেলথ কেয়ার প্রোভাইডার (সিএইচসিপি) — [89, 508, 204, 580]
